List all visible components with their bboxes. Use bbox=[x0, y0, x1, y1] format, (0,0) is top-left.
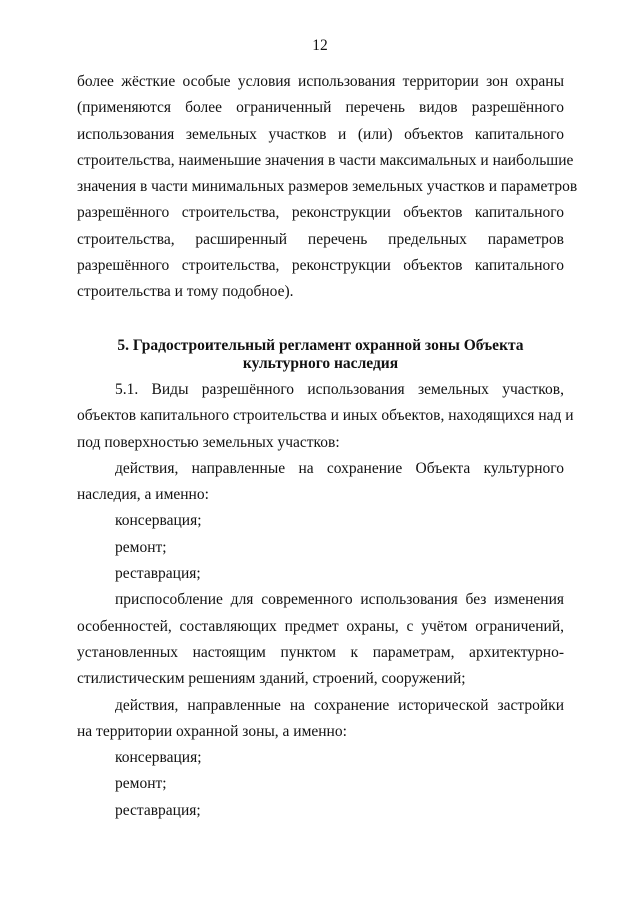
text-line: (применяются более ограниченный перечень видов разрешённого bbox=[77, 99, 564, 117]
section-heading-line: культурного наследия bbox=[242, 355, 399, 372]
page-number: 12 bbox=[312, 37, 328, 54]
text-line: разрешённого строительства, реконструкции объектов капитального bbox=[77, 204, 564, 222]
list-item: реставрация; bbox=[115, 565, 201, 583]
list-item: консервация; bbox=[115, 512, 202, 530]
list-item: ремонт; bbox=[115, 538, 167, 556]
text-line: особенностей, составляющих предмет охраны, с учётом ограничений, bbox=[77, 617, 564, 635]
text-line: стилистическим решениям зданий, строений, сооружений; bbox=[77, 670, 466, 688]
text-line: строительства и тому подобное). bbox=[77, 283, 294, 301]
text-line: значения в части минимальных размеров земельных участков и параметров bbox=[77, 178, 578, 196]
clause-5-1 bbox=[77, 377, 574, 824]
text-line: наследия, а именно: bbox=[77, 486, 209, 504]
text-line: строительства, наименьшие значения в части максимальных и наибольшие bbox=[77, 151, 574, 169]
text-line: установленных настоящим пунктом к параметрам, архитектурно- bbox=[77, 643, 564, 661]
text-line: действия, направленные на сохранение Объекта культурного bbox=[115, 459, 564, 477]
text-line: разрешённого строительства, реконструкции объектов капитального bbox=[77, 257, 564, 275]
section-heading-line: 5. Градостроительный регламент охранной зоны Объекта bbox=[117, 337, 524, 354]
section-heading bbox=[77, 337, 564, 373]
text-line: действия, направленные на сохранение исторической застройки bbox=[115, 696, 564, 714]
text-line: более жёсткие особые условия использования территории зон охраны bbox=[77, 73, 564, 90]
text-line: приспособление для современного использования без изменения bbox=[115, 591, 564, 609]
list-item: реставрация; bbox=[115, 801, 201, 819]
text-line: использования земельных участков и (или) объектов капитального bbox=[77, 125, 564, 143]
text-line: 5.1. Виды разрешённого использования земельных участков, bbox=[115, 381, 564, 398]
text-line: под поверхностью земельных участков: bbox=[77, 433, 340, 451]
text-line: объектов капитального строительства и иных объектов, находящихся над и bbox=[77, 407, 574, 425]
list-item: консервация; bbox=[115, 749, 202, 767]
paragraph-zone-conditions bbox=[77, 69, 578, 306]
text-line: строительства, расширенный перечень предельных параметров bbox=[77, 230, 564, 248]
list-item: ремонт; bbox=[115, 775, 167, 793]
text-line: на территории охранной зоны, а именно: bbox=[77, 722, 347, 740]
